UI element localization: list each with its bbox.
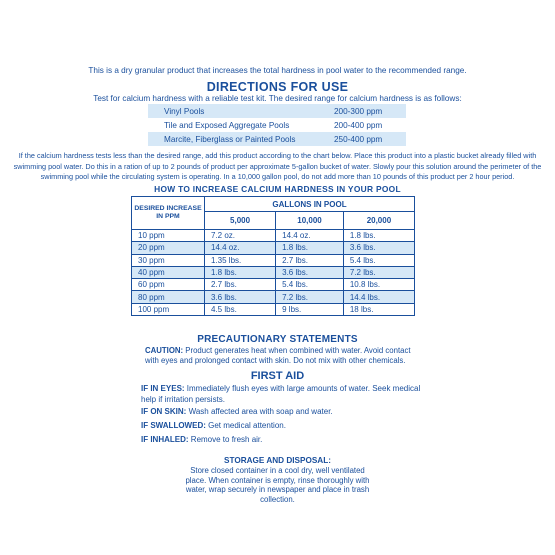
- column-header: 10,000: [276, 212, 344, 230]
- value-cell: 1.8 lbs.: [343, 230, 414, 242]
- first-aid-swallowed: [141, 421, 431, 432]
- pool-range: 250-400 ppm: [328, 132, 406, 146]
- value-cell: 7.2 lbs.: [276, 291, 344, 303]
- table-row: [132, 242, 415, 254]
- hardness-range-table: [148, 104, 406, 146]
- value-cell: 3.6 lbs.: [205, 291, 276, 303]
- table-row: [132, 279, 415, 291]
- first-aid-text: Get medical attention.: [205, 421, 286, 430]
- first-aid-inhaled: [141, 435, 431, 446]
- storage-text: Store closed container in a cool dry, well ventilated place. When container is empty, rinse thoroughly with water, wrap securely in newspaper and place in trash collection.: [185, 466, 370, 504]
- value-cell: 1.8 lbs.: [276, 242, 344, 254]
- precautionary-text: [145, 346, 425, 366]
- pool-type: Tile and Exposed Aggregate Pools: [164, 120, 290, 130]
- value-cell: 3.6 lbs.: [276, 266, 344, 278]
- caution-text: Product generates heat when combined with water. Avoid contact with eyes and prolonged contact with skin. Do not mix with other chemicals.: [145, 346, 411, 365]
- value-cell: 14.4 oz.: [205, 242, 276, 254]
- value-cell: 7.2 oz.: [205, 230, 276, 242]
- ppm-cell: 10 ppm: [132, 230, 205, 242]
- pool-range: 200-400 ppm: [334, 120, 383, 130]
- ppm-cell: 30 ppm: [132, 254, 205, 266]
- hardness-table: [131, 196, 415, 316]
- first-aid-label: IF ON SKIN:: [141, 407, 187, 416]
- value-cell: 5.4 lbs.: [276, 279, 344, 291]
- storage-title: STORAGE AND DISPOSAL:: [224, 456, 331, 465]
- range-row: [148, 132, 406, 146]
- value-cell: 2.7 lbs.: [205, 279, 276, 291]
- value-cell: 10.8 lbs.: [343, 279, 414, 291]
- directions-subtitle: Test for calcium hardness with a reliable test kit. The desired range for calcium hardness is as follows:: [93, 94, 462, 103]
- first-aid-text: Wash affected area with soap and water.: [186, 407, 333, 416]
- column-header: 20,000: [343, 212, 414, 230]
- pool-type: Vinyl Pools: [148, 104, 328, 118]
- hardness-table-title: HOW TO INCREASE CALCIUM HARDNESS IN YOUR POOL: [154, 184, 401, 194]
- intro-text: This is a dry granular product that increases the total hardness in pool water to the recommended range.: [88, 66, 467, 75]
- pool-range: 200-300 ppm: [328, 104, 406, 118]
- value-cell: 9 lbs.: [276, 303, 344, 315]
- table-row: [132, 254, 415, 266]
- ppm-cell: 80 ppm: [132, 291, 205, 303]
- table-row: [132, 230, 415, 242]
- caution-label: CAUTION:: [145, 346, 184, 355]
- directions-paragraph: If the calcium hardness tests less than the desired range, add this product according to the chart below. Place this product into a plastic bucket already filled with swimming pool water. Do this in a ration of up to 2 pounds of product per approximate 5-gallon bucket of water. Slowly pour this solution around the perimeter of the swimming pool while the circulating system is operating. In a 10,000 gallon pool, do not add more than 10 pounds of this product per 2 hour period.: [13, 151, 542, 182]
- ppm-cell: 40 ppm: [132, 266, 205, 278]
- value-cell: 1.8 lbs.: [205, 266, 276, 278]
- gallons-header: GALLONS IN POOL: [205, 197, 415, 212]
- precautionary-title: PRECAUTIONARY STATEMENTS: [197, 334, 358, 345]
- table-row: [132, 291, 415, 303]
- ppm-cell: 60 ppm: [132, 279, 205, 291]
- value-cell: 4.5 lbs.: [205, 303, 276, 315]
- value-cell: 14.4 lbs.: [343, 291, 414, 303]
- column-header: 5,000: [205, 212, 276, 230]
- first-aid-eyes: [141, 384, 431, 405]
- pool-type: Marcite, Fiberglass or Painted Pools: [148, 132, 328, 146]
- first-aid-label: IF IN EYES:: [141, 384, 185, 393]
- ppm-cell: 20 ppm: [132, 242, 205, 254]
- first-aid-text: Immediately flush eyes with large amounts of water. Seek medical help if irritation persists.: [141, 384, 421, 404]
- desired-increase-header: DESIRED INCREASE IN PPM: [132, 197, 205, 230]
- range-row: [148, 118, 406, 132]
- first-aid-text: Remove to fresh air.: [188, 435, 263, 444]
- first-aid-label: IF INHALED:: [141, 435, 189, 444]
- first-aid-label: IF SWALLOWED:: [141, 421, 206, 430]
- table-row: [132, 266, 415, 278]
- value-cell: 3.6 lbs.: [343, 242, 414, 254]
- first-aid-title: FIRST AID: [250, 370, 305, 382]
- value-cell: 5.4 lbs.: [343, 254, 414, 266]
- value-cell: 7.2 lbs.: [343, 266, 414, 278]
- value-cell: 18 lbs.: [343, 303, 414, 315]
- table-row: [132, 303, 415, 315]
- directions-title: DIRECTIONS FOR USE: [206, 80, 349, 94]
- first-aid-skin: [141, 407, 431, 418]
- value-cell: 2.7 lbs.: [276, 254, 344, 266]
- ppm-cell: 100 ppm: [132, 303, 205, 315]
- range-row: [148, 104, 406, 118]
- value-cell: 14.4 oz.: [276, 230, 344, 242]
- value-cell: 1.35 lbs.: [205, 254, 276, 266]
